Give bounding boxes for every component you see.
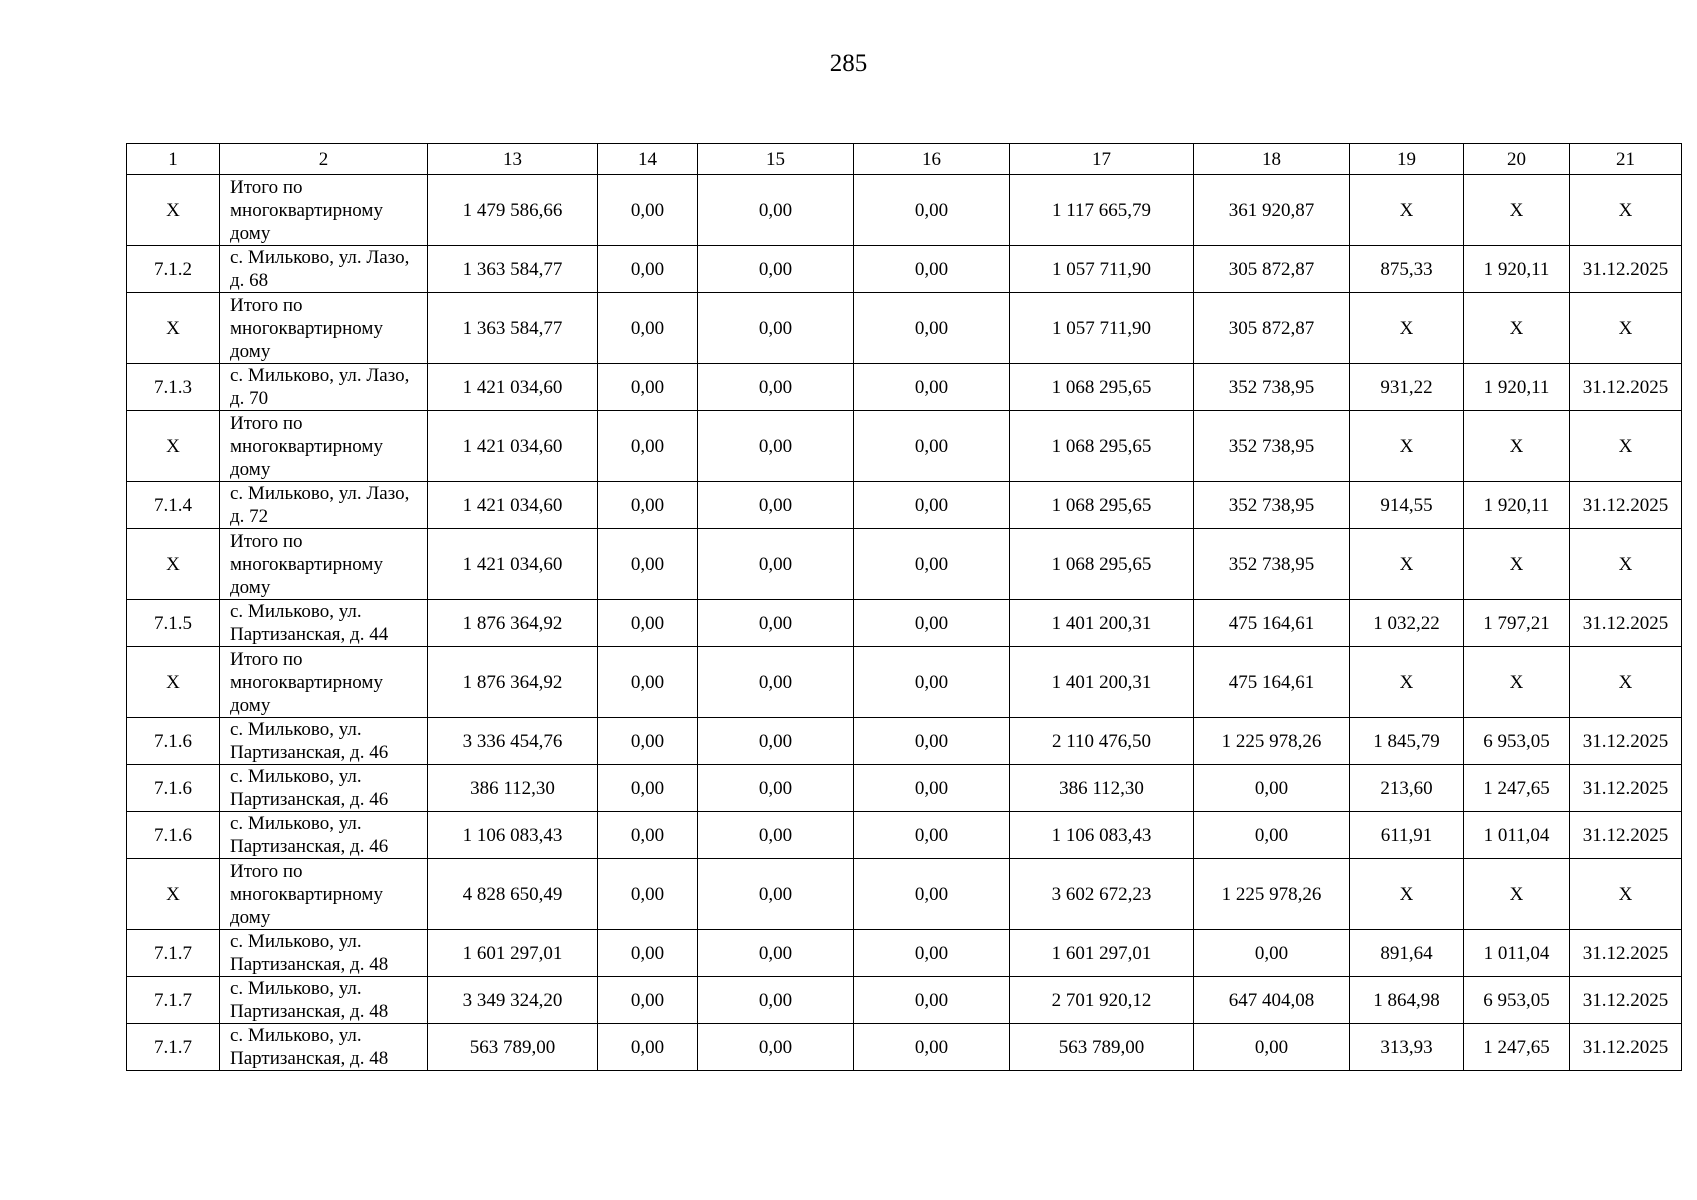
- value-cell: 0,00: [854, 411, 1010, 482]
- value-cell: 1 479 586,66: [428, 175, 598, 246]
- value-cell: X: [1464, 175, 1570, 246]
- value-cell: 0,00: [698, 1024, 854, 1071]
- value-cell: 475 164,61: [1194, 600, 1350, 647]
- value-cell: X: [1464, 529, 1570, 600]
- value-cell: 0,00: [1194, 1024, 1350, 1071]
- address-cell: с. Мильково, ул. Лазо, д. 70: [220, 364, 428, 411]
- value-cell: 1 225 978,26: [1194, 718, 1350, 765]
- value-cell: 31.12.2025: [1570, 812, 1682, 859]
- value-cell: 0,00: [698, 246, 854, 293]
- column-header-21: 21: [1570, 144, 1682, 175]
- total-row: [127, 529, 1682, 600]
- total-row: [127, 647, 1682, 718]
- table-body: [127, 175, 1682, 1071]
- value-cell: 1 601 297,01: [428, 930, 598, 977]
- value-cell: 0,00: [598, 647, 698, 718]
- value-cell: 31.12.2025: [1570, 765, 1682, 812]
- value-cell: 386 112,30: [1010, 765, 1194, 812]
- value-cell: 1 057 711,90: [1010, 293, 1194, 364]
- value-cell: 1 601 297,01: [1010, 930, 1194, 977]
- value-cell: 31.12.2025: [1570, 930, 1682, 977]
- table-row: [127, 765, 1682, 812]
- value-cell: 1 401 200,31: [1010, 647, 1194, 718]
- value-cell: 1 068 295,65: [1010, 364, 1194, 411]
- column-header-20: 20: [1464, 144, 1570, 175]
- value-cell: 0,00: [854, 812, 1010, 859]
- value-cell: 0,00: [854, 600, 1010, 647]
- value-cell: 1 920,11: [1464, 364, 1570, 411]
- address-cell: Итого по многоквартирному дому: [220, 293, 428, 364]
- value-cell: 31.12.2025: [1570, 364, 1682, 411]
- value-cell: 31.12.2025: [1570, 718, 1682, 765]
- value-cell: 0,00: [598, 411, 698, 482]
- data-table: [126, 143, 1682, 1071]
- value-cell: 475 164,61: [1194, 647, 1350, 718]
- value-cell: 386 112,30: [428, 765, 598, 812]
- value-cell: 1 068 295,65: [1010, 482, 1194, 529]
- index-cell: X: [127, 647, 220, 718]
- total-row: [127, 859, 1682, 930]
- value-cell: 31.12.2025: [1570, 600, 1682, 647]
- value-cell: 1 920,11: [1464, 246, 1570, 293]
- value-cell: 0,00: [854, 765, 1010, 812]
- value-cell: 31.12.2025: [1570, 482, 1682, 529]
- index-cell: X: [127, 529, 220, 600]
- index-cell: 7.1.5: [127, 600, 220, 647]
- value-cell: X: [1570, 647, 1682, 718]
- address-cell: с. Мильково, ул. Партизанская, д. 44: [220, 600, 428, 647]
- column-header-1: 1: [127, 144, 220, 175]
- value-cell: X: [1350, 647, 1464, 718]
- value-cell: 1 057 711,90: [1010, 246, 1194, 293]
- index-cell: 7.1.6: [127, 812, 220, 859]
- value-cell: 1 068 295,65: [1010, 529, 1194, 600]
- column-header-18: 18: [1194, 144, 1350, 175]
- table-row: [127, 812, 1682, 859]
- table-row: [127, 482, 1682, 529]
- value-cell: 0,00: [598, 812, 698, 859]
- value-cell: 0,00: [698, 175, 854, 246]
- value-cell: 0,00: [598, 765, 698, 812]
- value-cell: 1 068 295,65: [1010, 411, 1194, 482]
- value-cell: 0,00: [854, 246, 1010, 293]
- column-header-2: 2: [220, 144, 428, 175]
- value-cell: 1 011,04: [1464, 930, 1570, 977]
- value-cell: 1 106 083,43: [1010, 812, 1194, 859]
- value-cell: 0,00: [698, 859, 854, 930]
- value-cell: 352 738,95: [1194, 411, 1350, 482]
- value-cell: X: [1350, 859, 1464, 930]
- value-cell: X: [1464, 859, 1570, 930]
- value-cell: 0,00: [854, 718, 1010, 765]
- value-cell: 352 738,95: [1194, 364, 1350, 411]
- value-cell: 1 117 665,79: [1010, 175, 1194, 246]
- value-cell: X: [1350, 411, 1464, 482]
- value-cell: 0,00: [854, 859, 1010, 930]
- value-cell: 1 421 034,60: [428, 482, 598, 529]
- column-header-14: 14: [598, 144, 698, 175]
- value-cell: 891,64: [1350, 930, 1464, 977]
- value-cell: 563 789,00: [428, 1024, 598, 1071]
- value-cell: 3 336 454,76: [428, 718, 598, 765]
- value-cell: 1 864,98: [1350, 977, 1464, 1024]
- value-cell: 611,91: [1350, 812, 1464, 859]
- value-cell: 0,00: [854, 930, 1010, 977]
- value-cell: X: [1464, 647, 1570, 718]
- value-cell: 31.12.2025: [1570, 246, 1682, 293]
- address-cell: с. Мильково, ул. Партизанская, д. 46: [220, 765, 428, 812]
- value-cell: X: [1570, 293, 1682, 364]
- column-header-17: 17: [1010, 144, 1194, 175]
- value-cell: 0,00: [854, 977, 1010, 1024]
- value-cell: 0,00: [598, 364, 698, 411]
- address-cell: с. Мильково, ул. Партизанская, д. 48: [220, 930, 428, 977]
- value-cell: 1 876 364,92: [428, 600, 598, 647]
- value-cell: 0,00: [598, 529, 698, 600]
- value-cell: 31.12.2025: [1570, 1024, 1682, 1071]
- address-cell: Итого по многоквартирному дому: [220, 529, 428, 600]
- value-cell: 352 738,95: [1194, 529, 1350, 600]
- value-cell: 2 110 476,50: [1010, 718, 1194, 765]
- value-cell: X: [1464, 293, 1570, 364]
- total-row: [127, 411, 1682, 482]
- value-cell: 0,00: [1194, 930, 1350, 977]
- table-row: [127, 977, 1682, 1024]
- value-cell: 1 363 584,77: [428, 293, 598, 364]
- value-cell: 3 602 672,23: [1010, 859, 1194, 930]
- index-cell: 7.1.7: [127, 930, 220, 977]
- index-cell: 7.1.3: [127, 364, 220, 411]
- value-cell: 0,00: [598, 175, 698, 246]
- value-cell: 313,93: [1350, 1024, 1464, 1071]
- value-cell: 875,33: [1350, 246, 1464, 293]
- index-cell: 7.1.6: [127, 718, 220, 765]
- value-cell: 1 401 200,31: [1010, 600, 1194, 647]
- value-cell: 1 363 584,77: [428, 246, 598, 293]
- value-cell: X: [1350, 293, 1464, 364]
- value-cell: 4 828 650,49: [428, 859, 598, 930]
- index-cell: X: [127, 411, 220, 482]
- value-cell: X: [1570, 529, 1682, 600]
- value-cell: 0,00: [598, 1024, 698, 1071]
- value-cell: 0,00: [598, 600, 698, 647]
- value-cell: 0,00: [698, 647, 854, 718]
- value-cell: 0,00: [698, 812, 854, 859]
- index-cell: 7.1.2: [127, 246, 220, 293]
- address-cell: Итого по многоквартирному дому: [220, 175, 428, 246]
- value-cell: 1 247,65: [1464, 765, 1570, 812]
- address-cell: с. Мильково, ул. Лазо, д. 68: [220, 246, 428, 293]
- value-cell: 0,00: [598, 482, 698, 529]
- index-cell: 7.1.7: [127, 1024, 220, 1071]
- value-cell: X: [1350, 175, 1464, 246]
- table-row: [127, 930, 1682, 977]
- value-cell: 0,00: [698, 411, 854, 482]
- value-cell: 0,00: [698, 364, 854, 411]
- address-cell: с. Мильково, ул. Партизанская, д. 48: [220, 1024, 428, 1071]
- value-cell: 1 421 034,60: [428, 529, 598, 600]
- value-cell: 0,00: [854, 482, 1010, 529]
- value-cell: 305 872,87: [1194, 246, 1350, 293]
- value-cell: 213,60: [1350, 765, 1464, 812]
- value-cell: 0,00: [698, 529, 854, 600]
- table-row: [127, 600, 1682, 647]
- index-cell: 7.1.6: [127, 765, 220, 812]
- value-cell: 0,00: [598, 859, 698, 930]
- value-cell: 0,00: [698, 600, 854, 647]
- index-cell: 7.1.7: [127, 977, 220, 1024]
- page-number: 285: [829, 50, 868, 77]
- index-cell: X: [127, 175, 220, 246]
- value-cell: 361 920,87: [1194, 175, 1350, 246]
- total-row: [127, 293, 1682, 364]
- value-cell: X: [1350, 529, 1464, 600]
- value-cell: 6 953,05: [1464, 977, 1570, 1024]
- value-cell: 0,00: [1194, 812, 1350, 859]
- address-cell: Итого по многоквартирному дому: [220, 647, 428, 718]
- value-cell: 0,00: [698, 930, 854, 977]
- value-cell: X: [1570, 175, 1682, 246]
- value-cell: 0,00: [698, 293, 854, 364]
- value-cell: 0,00: [598, 293, 698, 364]
- total-row: [127, 175, 1682, 246]
- value-cell: 0,00: [854, 364, 1010, 411]
- value-cell: 31.12.2025: [1570, 977, 1682, 1024]
- value-cell: 647 404,08: [1194, 977, 1350, 1024]
- value-cell: 0,00: [1194, 765, 1350, 812]
- value-cell: 352 738,95: [1194, 482, 1350, 529]
- value-cell: 1 225 978,26: [1194, 859, 1350, 930]
- address-cell: Итого по многоквартирному дому: [220, 411, 428, 482]
- value-cell: 0,00: [698, 718, 854, 765]
- value-cell: 0,00: [854, 647, 1010, 718]
- value-cell: 0,00: [598, 246, 698, 293]
- value-cell: 1 876 364,92: [428, 647, 598, 718]
- value-cell: 1 845,79: [1350, 718, 1464, 765]
- value-cell: 1 421 034,60: [428, 364, 598, 411]
- value-cell: X: [1570, 411, 1682, 482]
- address-cell: с. Мильково, ул. Партизанская, д. 48: [220, 977, 428, 1024]
- column-header-13: 13: [428, 144, 598, 175]
- table-row: [127, 718, 1682, 765]
- value-cell: 0,00: [598, 977, 698, 1024]
- value-cell: 0,00: [854, 175, 1010, 246]
- table-row: [127, 1024, 1682, 1071]
- value-cell: 1 011,04: [1464, 812, 1570, 859]
- value-cell: 0,00: [598, 718, 698, 765]
- value-cell: 2 701 920,12: [1010, 977, 1194, 1024]
- value-cell: 1 797,21: [1464, 600, 1570, 647]
- value-cell: 305 872,87: [1194, 293, 1350, 364]
- value-cell: 3 349 324,20: [428, 977, 598, 1024]
- value-cell: 0,00: [854, 293, 1010, 364]
- value-cell: 931,22: [1350, 364, 1464, 411]
- value-cell: 0,00: [854, 1024, 1010, 1071]
- column-header-16: 16: [854, 144, 1010, 175]
- value-cell: 563 789,00: [1010, 1024, 1194, 1071]
- value-cell: X: [1570, 859, 1682, 930]
- value-cell: 1 421 034,60: [428, 411, 598, 482]
- index-cell: X: [127, 293, 220, 364]
- value-cell: 0,00: [598, 930, 698, 977]
- index-cell: X: [127, 859, 220, 930]
- value-cell: 0,00: [698, 765, 854, 812]
- address-cell: с. Мильково, ул. Партизанская, д. 46: [220, 812, 428, 859]
- address-cell: с. Мильково, ул. Лазо, д. 72: [220, 482, 428, 529]
- column-header-19: 19: [1350, 144, 1464, 175]
- table-row: [127, 246, 1682, 293]
- value-cell: 0,00: [698, 977, 854, 1024]
- address-cell: Итого по многоквартирному дому: [220, 859, 428, 930]
- value-cell: 1 920,11: [1464, 482, 1570, 529]
- value-cell: 6 953,05: [1464, 718, 1570, 765]
- value-cell: 1 032,22: [1350, 600, 1464, 647]
- table-row: [127, 364, 1682, 411]
- value-cell: 0,00: [698, 482, 854, 529]
- value-cell: X: [1464, 411, 1570, 482]
- value-cell: 1 106 083,43: [428, 812, 598, 859]
- value-cell: 1 247,65: [1464, 1024, 1570, 1071]
- column-header-15: 15: [698, 144, 854, 175]
- value-cell: 914,55: [1350, 482, 1464, 529]
- header-row: [127, 144, 1682, 175]
- index-cell: 7.1.4: [127, 482, 220, 529]
- address-cell: с. Мильково, ул. Партизанская, д. 46: [220, 718, 428, 765]
- value-cell: 0,00: [854, 529, 1010, 600]
